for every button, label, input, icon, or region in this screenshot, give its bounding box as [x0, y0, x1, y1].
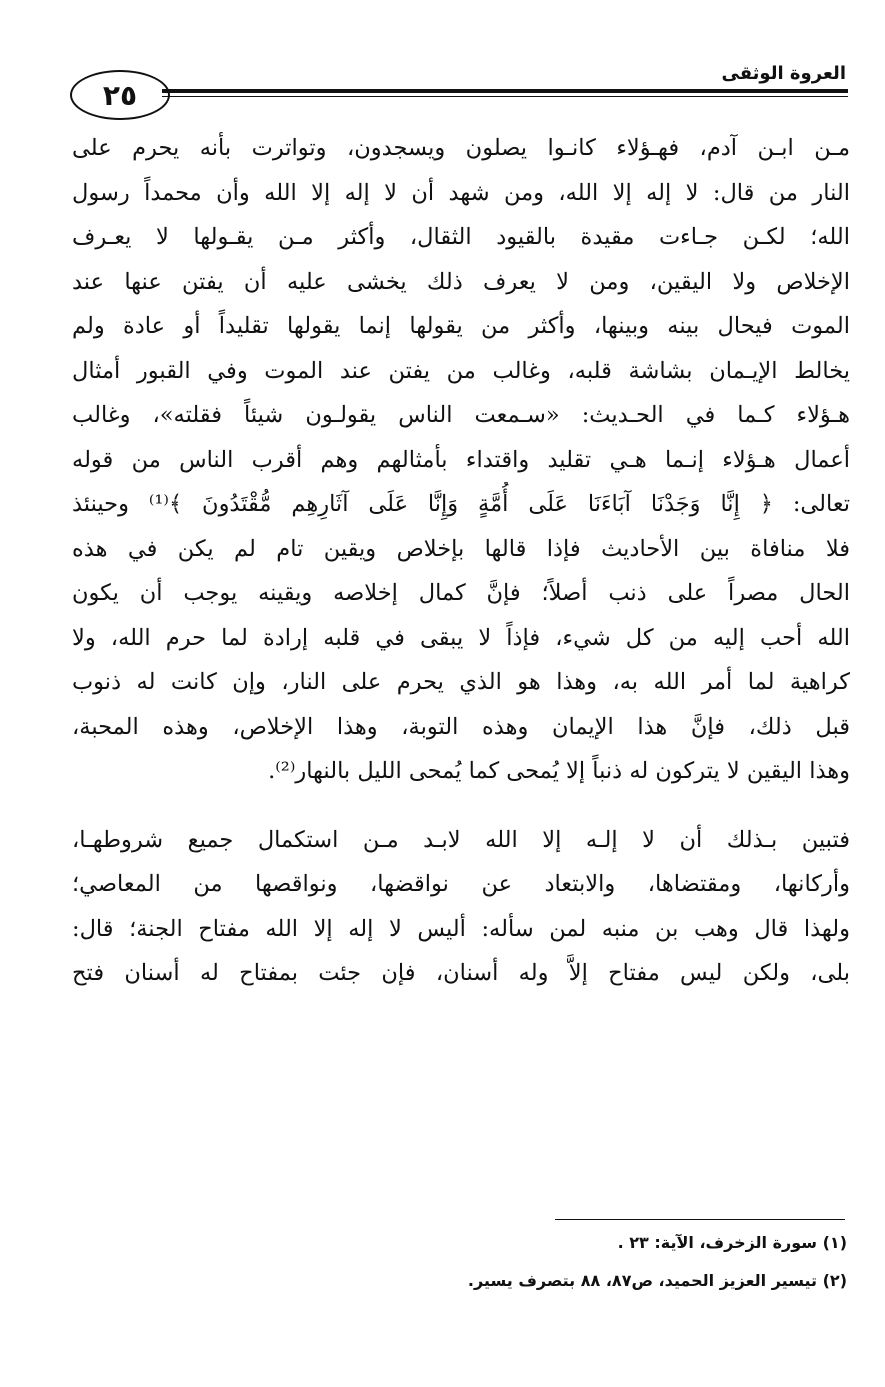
text-line: النار من قال: لا إله إلا الله، ومن شهد أن لا إله إلا الله وأن محمداً رسول: [72, 179, 850, 206]
text-line: الموت فيحال بينه وبينها، وأكثر من يقولها إنما يقولها تقليداً أو عادة ولم: [72, 313, 850, 339]
text-line: وأركانها، ومقتضاها، والابتعاد عن نواقضها، ونواقصها من المعاصي؛: [72, 871, 850, 897]
book-title: العروة الوثقى: [717, 62, 846, 86]
text-line: كراهية لما أمر الله به، وهذا هو الذي يحرم على النار، وإن كانت له ذنوب: [72, 669, 850, 695]
page-header: [70, 62, 848, 128]
text-line: هـؤلاء كـما في الحـديث: «سـمعت الناس يقولـون شيئاً فقلته»، وغالب: [72, 402, 850, 428]
text-line: ولهذا قال وهب بن منبه لمن سأله: أليس لا إله إلا الله مفتاح الجنة؛ قال:: [72, 915, 850, 942]
quran-verse-line: تعالى: ﴿ إِنَّا وَجَدْنَا آبَاءَنَا عَلَى أُمَّةٍ وَإِنَّا عَلَى آثَارِهِم مُّقْتَدُونَ ﴾⁽¹⁾ وحينئذ: [72, 491, 850, 517]
footnote-2: (٢) تيسير العزيز الحميد، ص٨٧، ٨٨ بتصرف يسير.: [467, 1271, 847, 1290]
header-rule-thin: [162, 96, 848, 97]
body-text: [72, 126, 850, 996]
text-line: بلى، ولكن ليس مفتاح إلاَّ وله أسنان، فإن جئت بمفتاح له أسنان فتح: [72, 960, 850, 986]
text-line: الحال مصراً على ذنب أصلاً؛ فإنَّ كمال إخلاصه ويقينه يوجب أن يكون: [72, 580, 850, 606]
text-line: قبل ذلك، فإنَّ هذا الإيمان وهذه التوبة، وهذا الإخلاص، وهذه المحبة،: [72, 713, 850, 740]
text-line: أعمال هـؤلاء إنـما هـي تقليد واقتداء بأمثالهم وهم أقرب الناس من قوله: [72, 446, 850, 473]
text-line: مـن ابـن آدم، فهـؤلاء كانـوا يصلون ويسجدون، وتواترت بأنه يحرم على: [72, 135, 850, 161]
page-number: ٢٥: [102, 78, 138, 112]
text-line: فلا منافاة بين الأحاديث فإذا قالها بإخلاص ويقين تام لم يكن في هذه: [72, 535, 850, 562]
footnote-1: (١) سورة الزخرف، الآية: ٢٣ .: [617, 1233, 847, 1252]
text-line: الله؛ لكـن جـاءت مقيدة بالقيود الثقال، وأكثر مـن يقـولها لا يعـرف: [72, 224, 850, 250]
text-line: يخالط الإيـمان بشاشة قلبه، وغالب من يفتن عند الموت وفي القبور أمثال: [72, 357, 850, 384]
paragraph-gap: [72, 794, 850, 818]
header-rule-thick: [162, 89, 848, 93]
text-line: الله أحب إليه من كل شيء، فإذاً لا يبقى في قلبه إرادة لما حرم الله، ولا: [72, 624, 850, 651]
page-number-oval: [70, 70, 170, 120]
footnote-separator: [555, 1219, 845, 1220]
text-line: الإخلاص ولا اليقين، ومن لا يعرف ذلك يخشى عليه أن يفتن عنها عند: [72, 268, 850, 295]
footnotes: [287, 1224, 847, 1300]
text-line: فتبين بـذلك أن لا إلـه إلا الله لابـد مـن استكمال جميع شروطهـا،: [72, 826, 850, 853]
text-line: وهذا اليقين لا يتركون له ذنباً إلا يُمحى كما يُمحى الليل بالنهار⁽²⁾.: [268, 758, 850, 784]
